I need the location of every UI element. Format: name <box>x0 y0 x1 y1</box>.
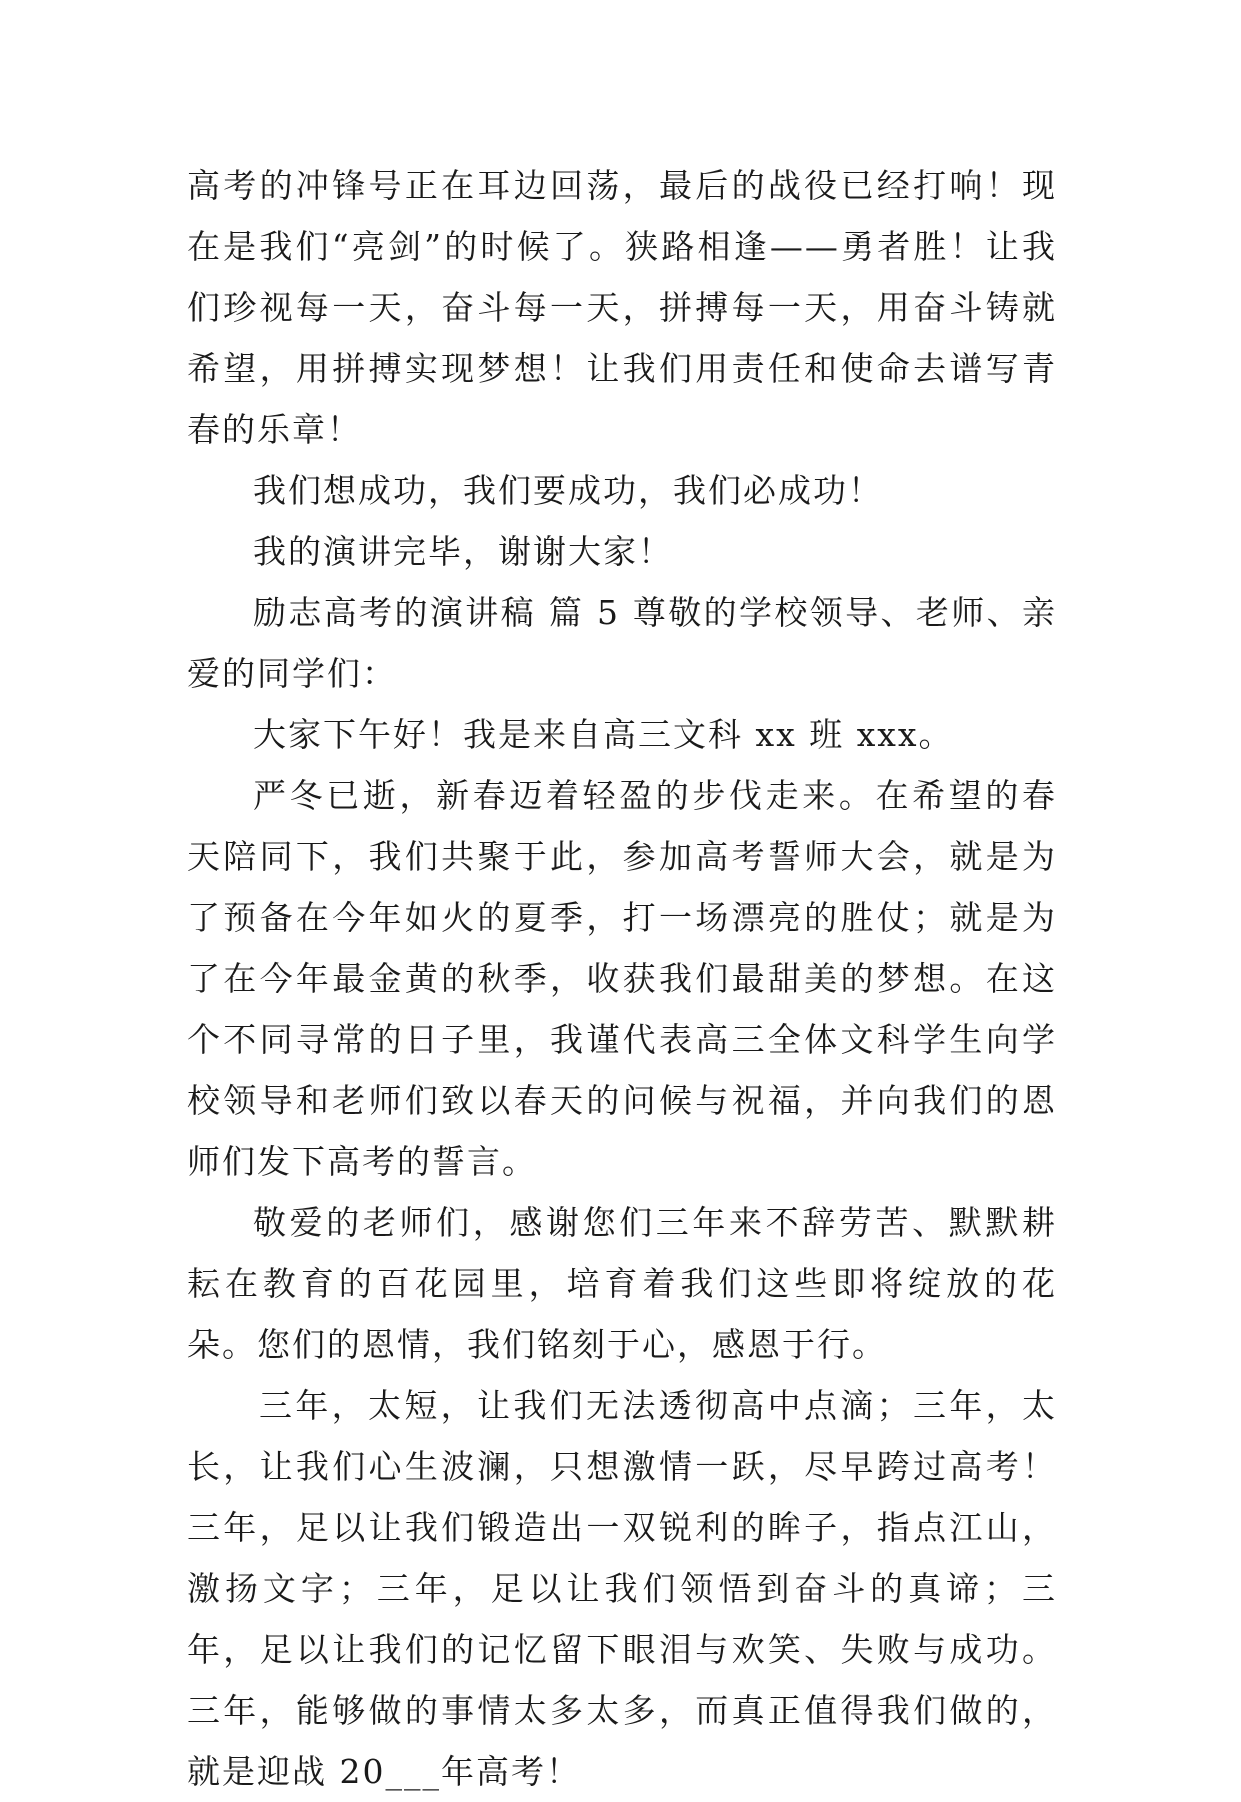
paragraph-three-years: 三年，太短，让我们无法透彻高中点滴；三年，太长，让我们心生波澜，只想激情一跃，尽早跨过高考！三年，足以让我们锻造出一双锐利的眸子，指点江山，激扬文字；三年，足以让我们领悟到奋斗的真谛；三年，足以让我们的记忆留下眼泪与欢笑、失败与成功。三年，能够做的事情太多太多，而真正值得我们做的，就是迎战 20___年高考！ <box>187 1386 1057 1791</box>
paragraph-closing-call: 高考的冲锋号正在耳边回荡，最后的战役已经打响！现在是我们“亮剑”的时候了。狭路相逢——勇者胜！让我们珍视每一天，奋斗每一天，拼搏每一天，用奋斗铸就希望，用拼搏实现梦想！让我们用责任和使命去谱写青春的乐章！ <box>187 166 1057 449</box>
paragraph-success-pledge: 我们想成功，我们要成功，我们必成功！ <box>253 471 883 510</box>
paragraph-speech-end: 我的演讲完毕，谢谢大家！ <box>253 532 673 571</box>
paragraph-thanks-teachers: 敬爱的老师们，感谢您们三年来不辞劳苦、默默耕耘在教育的百花园里，培育着我们这些即将绽放的花朵。您们的恩情，我们铭刻于心，感恩于行。 <box>187 1203 1057 1364</box>
paragraph-greeting: 大家下午好！我是来自高三文科 xx 班 xxx。 <box>253 715 954 754</box>
document-body <box>187 155 1057 1802</box>
paragraph-spring-rally: 严冬已逝，新春迈着轻盈的步伐走来。在希望的春天陪同下，我们共聚于此，参加高考誓师大会，就是为了预备在今年如火的夏季，打一场漂亮的胜仗；就是为了在今年最金黄的秋季，收获我们最甜美的梦想。在这个不同寻常的日子里，我谨代表高三全体文科学生向学校领导和老师们致以春天的问候与祝福，并向我们的恩师们发下高考的誓言。 <box>187 776 1057 1181</box>
paragraph-speech-5-salutation: 励志高考的演讲稿 篇 5 尊敬的学校领导、老师、亲爱的同学们： <box>187 593 1057 693</box>
